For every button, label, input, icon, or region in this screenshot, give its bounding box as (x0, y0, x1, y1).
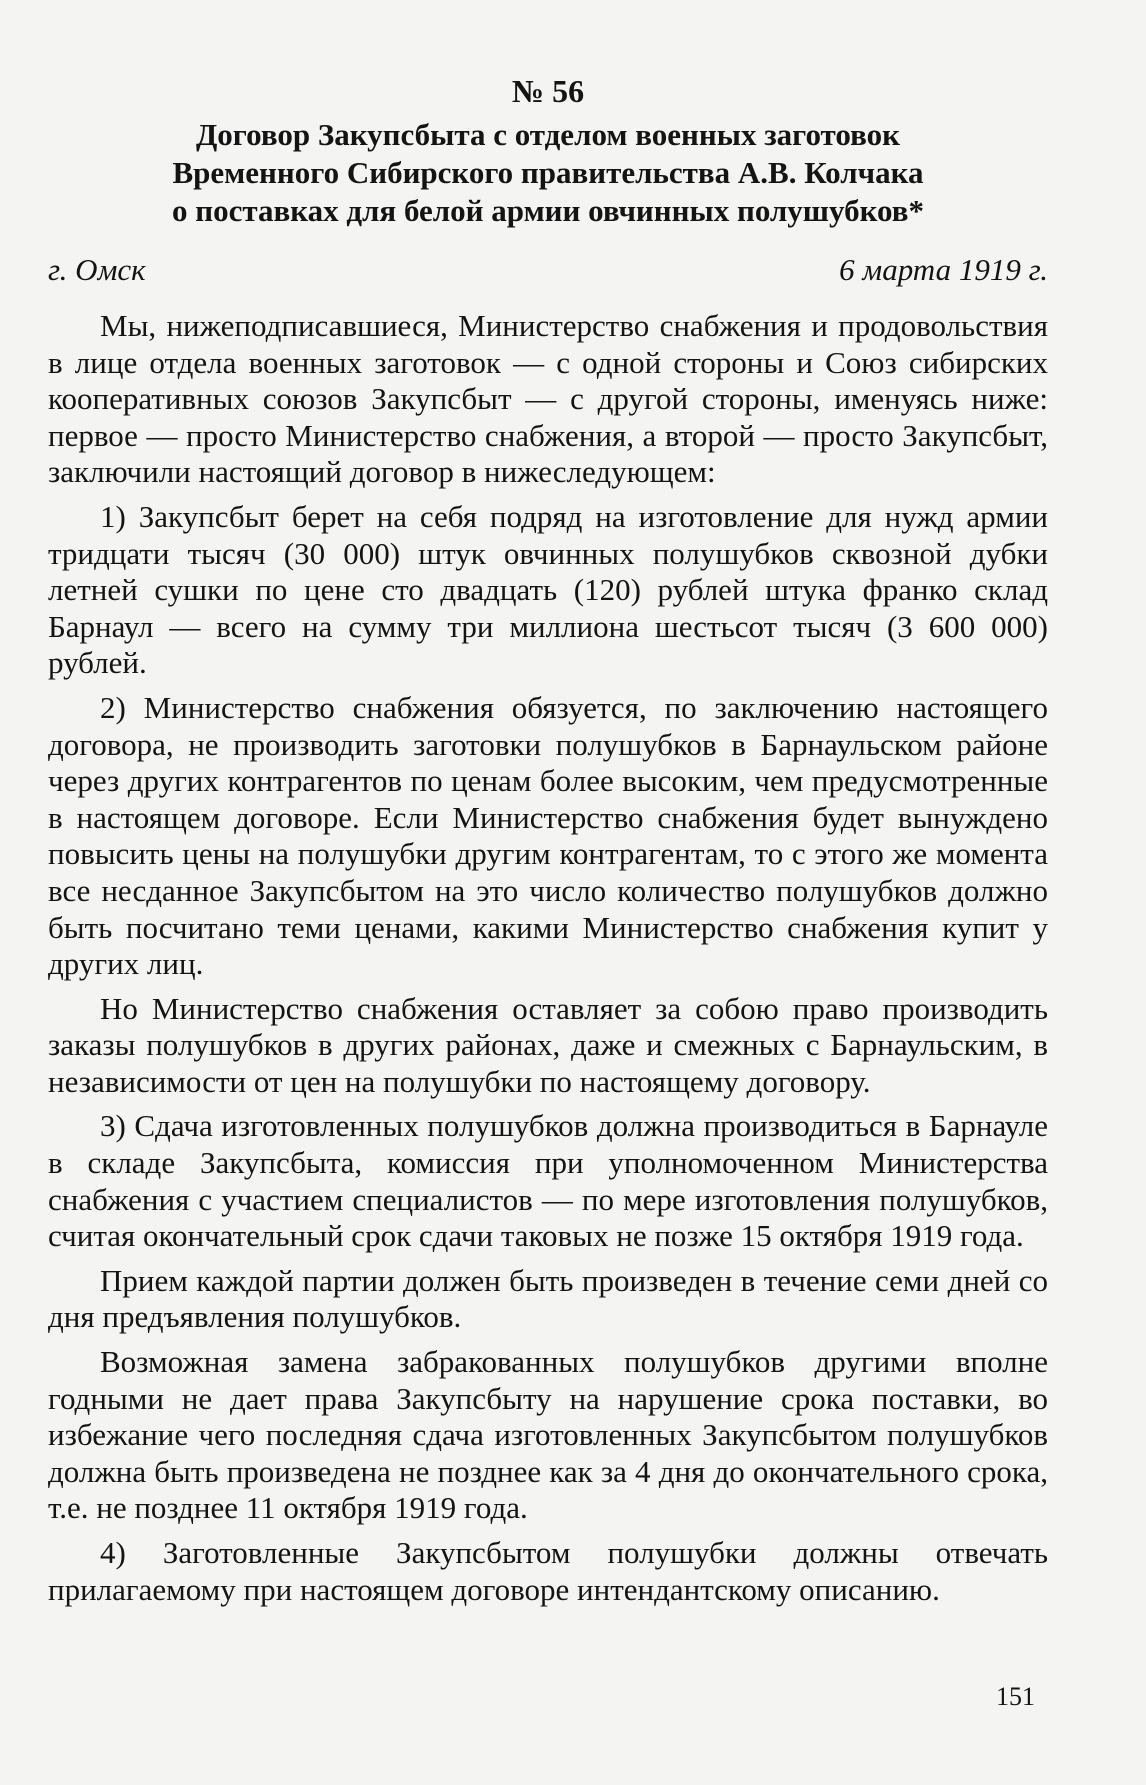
page-number: 151 (996, 1682, 1035, 1711)
document-body (48, 308, 1048, 1608)
paragraph: 2) Министерство снабжения обязуется, по заключению настоящего договора, не производить заготовки полушубков в Барнаульском районе через других контрагентов по ценам более высоким, чем предусмотренные в настоящем договоре. Если Министерство снабжения будет вынуждено повысить цены на полушубки другим контрагентам, то с этого же момента все несданное Закупсбытом на это число количество полушубков должно быть посчитано теми ценами, какими Министерство снабжения купит у других лиц. (48, 689, 1048, 982)
date: 6 марта 1919 г. (839, 252, 1048, 287)
title-line: о поставках для белой армии овчинных полушубков* (171, 193, 924, 228)
paragraph: Прием каждой партии должен быть произведен в течение семи дней со дня предъявления полушубков. (48, 1262, 1048, 1335)
place: г. Омск (48, 252, 146, 287)
paragraph: Возможная замена забракованных полушубков другими вполне годными не дает права Закупсбыту на нарушение срока поставки, во избежание чего последняя сдача изготовленных Закупсбытом полушубков должна быть произведена не позднее как за 4 дня до окончательного срока, т.е. не позднее 11 октября 1919 года. (48, 1344, 1048, 1526)
paragraph: 3) Сдача изготовленных полушубков должна производиться в Барнауле в складе Закупсбыта, комиссия при уполномоченном Министерства снабжения с участием специалистов — по мере изготовления полушубков, считая окончательный срок сдачи таковых не позже 15 октября 1919 года. (48, 1108, 1048, 1254)
place-date-line (48, 250, 1048, 290)
title-line: Договор Закупсбыта с отделом военных заготовок (195, 117, 900, 152)
document-title (48, 116, 1048, 230)
paragraph: Но Министерство снабжения оставляет за собою право производить заказы полушубков в других районах, даже и смежных с Барнаульским, в независимости от цен на полушубки по настоящему договору. (48, 990, 1048, 1099)
document-number: № 56 (511, 73, 585, 109)
paragraph: Мы, нижеподписавшиеся, Министерство снабжения и продовольствия в лице отдела военных заготовок — с одной стороны и Союз сибирских кооперативных союзов Закупсбыт — с другой стороны, именуясь ниже: первое — просто Министерство снабжения, а второй — просто Закупсбыт, заключили настоящий договор в нижеследующем: (48, 308, 1048, 490)
paragraph: 1) Закупсбыт берет на себя подряд на изготовление для нужд армии тридцати тысяч (30 000) штук овчинных полушубков сквозной дубки летней сушки по цене сто двадцать (120) рублей штука франко склад Барнаул — всего на сумму три миллиона шестьсот тысяч (3 600 000) рублей. (48, 498, 1048, 681)
title-line: Временного Сибирского правительства А.В. Колчака (172, 155, 924, 190)
document-page (48, 72, 1048, 1616)
paragraph: 4) Заготовленные Закупсбытом полушубки должны отвечать прилагаемому при настоящем договоре интендантскому описанию. (48, 1535, 1048, 1607)
